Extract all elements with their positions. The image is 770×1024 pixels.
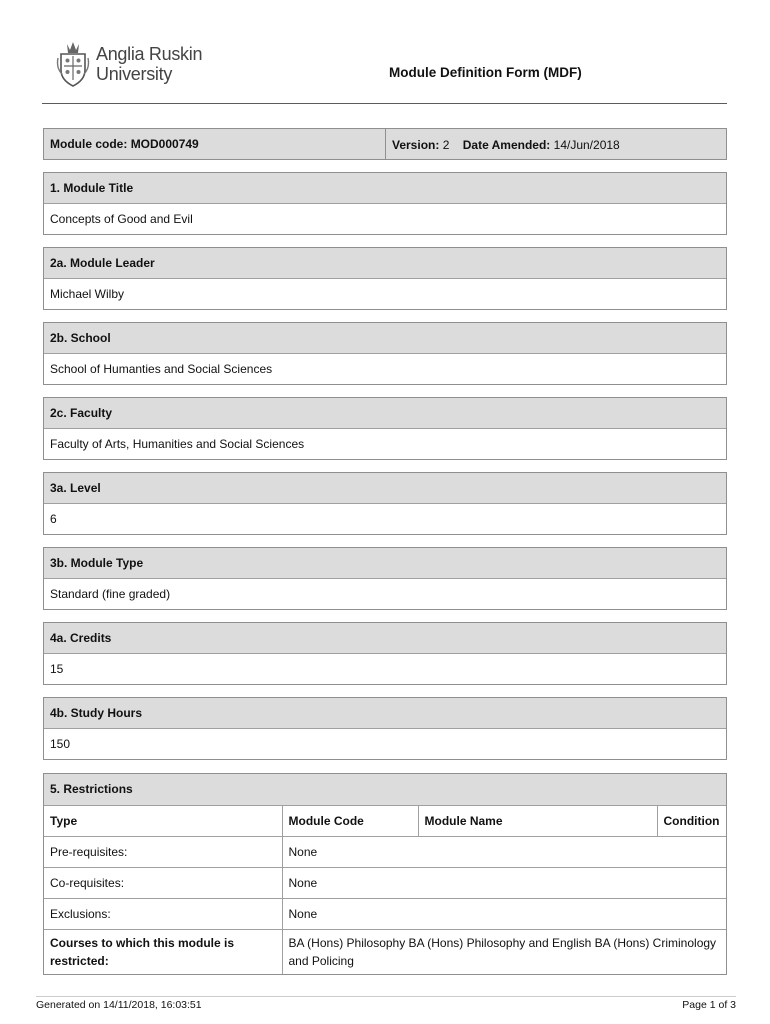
date-amended-label: Date Amended: xyxy=(462,138,551,152)
restriction-type: Exclusions: xyxy=(44,899,282,930)
section-value: School of Humanties and Social Sciences xyxy=(50,362,273,376)
section-module-type xyxy=(43,547,727,610)
page-number: Page 1 of 3 xyxy=(682,999,736,1011)
restriction-value: None xyxy=(282,837,726,868)
version-label: Version: xyxy=(392,138,440,152)
section-faculty xyxy=(43,397,727,460)
page-header xyxy=(42,38,727,104)
table-header-row xyxy=(44,806,726,837)
restriction-type: Pre-requisites: xyxy=(44,837,282,868)
section-restrictions xyxy=(43,773,727,975)
crest-icon xyxy=(56,40,90,88)
section-heading: 5. Restrictions xyxy=(44,774,726,805)
section-heading: 4b. Study Hours xyxy=(44,698,726,729)
section-value: Standard (fine graded) xyxy=(50,587,171,601)
date-amended-value: 14/Jun/2018 xyxy=(553,138,620,152)
form-title: Module Definition Form (MDF) xyxy=(389,65,582,80)
table-row xyxy=(44,899,726,930)
column-header: Module Name xyxy=(418,806,657,837)
courses-value: BA (Hons) Philosophy BA (Hons) Philosophy and English BA (Hons) Criminology and Policing xyxy=(282,930,726,974)
section-school xyxy=(43,322,727,385)
table-row xyxy=(44,930,726,974)
column-header: Condition xyxy=(657,806,726,837)
section-heading: 3b. Module Type xyxy=(44,548,726,579)
restrictions-table xyxy=(44,805,726,974)
section-value: Concepts of Good and Evil xyxy=(50,212,193,226)
version-info xyxy=(386,129,626,159)
section-heading: 1. Module Title xyxy=(44,173,726,204)
section-value: 6 xyxy=(50,512,57,526)
module-summary xyxy=(43,128,727,160)
module-code-label: Module code: xyxy=(50,137,128,151)
restriction-value: None xyxy=(282,868,726,899)
section-value: 150 xyxy=(50,737,71,751)
university-logo xyxy=(56,40,202,88)
section-heading: 4a. Credits xyxy=(44,623,726,654)
version-value: 2 xyxy=(442,138,450,152)
section-value: 15 xyxy=(50,662,64,676)
restriction-type: Co-requisites: xyxy=(44,868,282,899)
university-name-line1: Anglia Ruskin xyxy=(96,44,203,64)
section-heading: 3a. Level xyxy=(44,473,726,504)
section-module-leader xyxy=(43,247,727,310)
table-row xyxy=(44,837,726,868)
module-code-value: MOD000749 xyxy=(130,137,199,151)
section-heading: 2a. Module Leader xyxy=(44,248,726,279)
courses-label: Courses to which this module is restricted: xyxy=(44,930,282,974)
section-credits xyxy=(43,622,727,685)
restriction-value: None xyxy=(282,899,726,930)
module-code xyxy=(44,129,386,159)
section-module-title xyxy=(43,172,727,235)
table-row xyxy=(44,868,726,899)
section-level xyxy=(43,472,727,535)
section-heading: 2b. School xyxy=(44,323,726,354)
section-value: Michael Wilby xyxy=(50,287,125,301)
section-value: Faculty of Arts, Humanities and Social Sciences xyxy=(50,437,305,451)
section-heading: 2c. Faculty xyxy=(44,398,726,429)
generated-timestamp: Generated on 14/11/2018, 16:03:51 xyxy=(36,999,202,1011)
university-name-line2: University xyxy=(96,64,173,84)
column-header: Type xyxy=(44,806,282,837)
column-header: Module Code xyxy=(282,806,418,837)
page-footer xyxy=(36,996,736,1011)
section-study-hours xyxy=(43,697,727,760)
